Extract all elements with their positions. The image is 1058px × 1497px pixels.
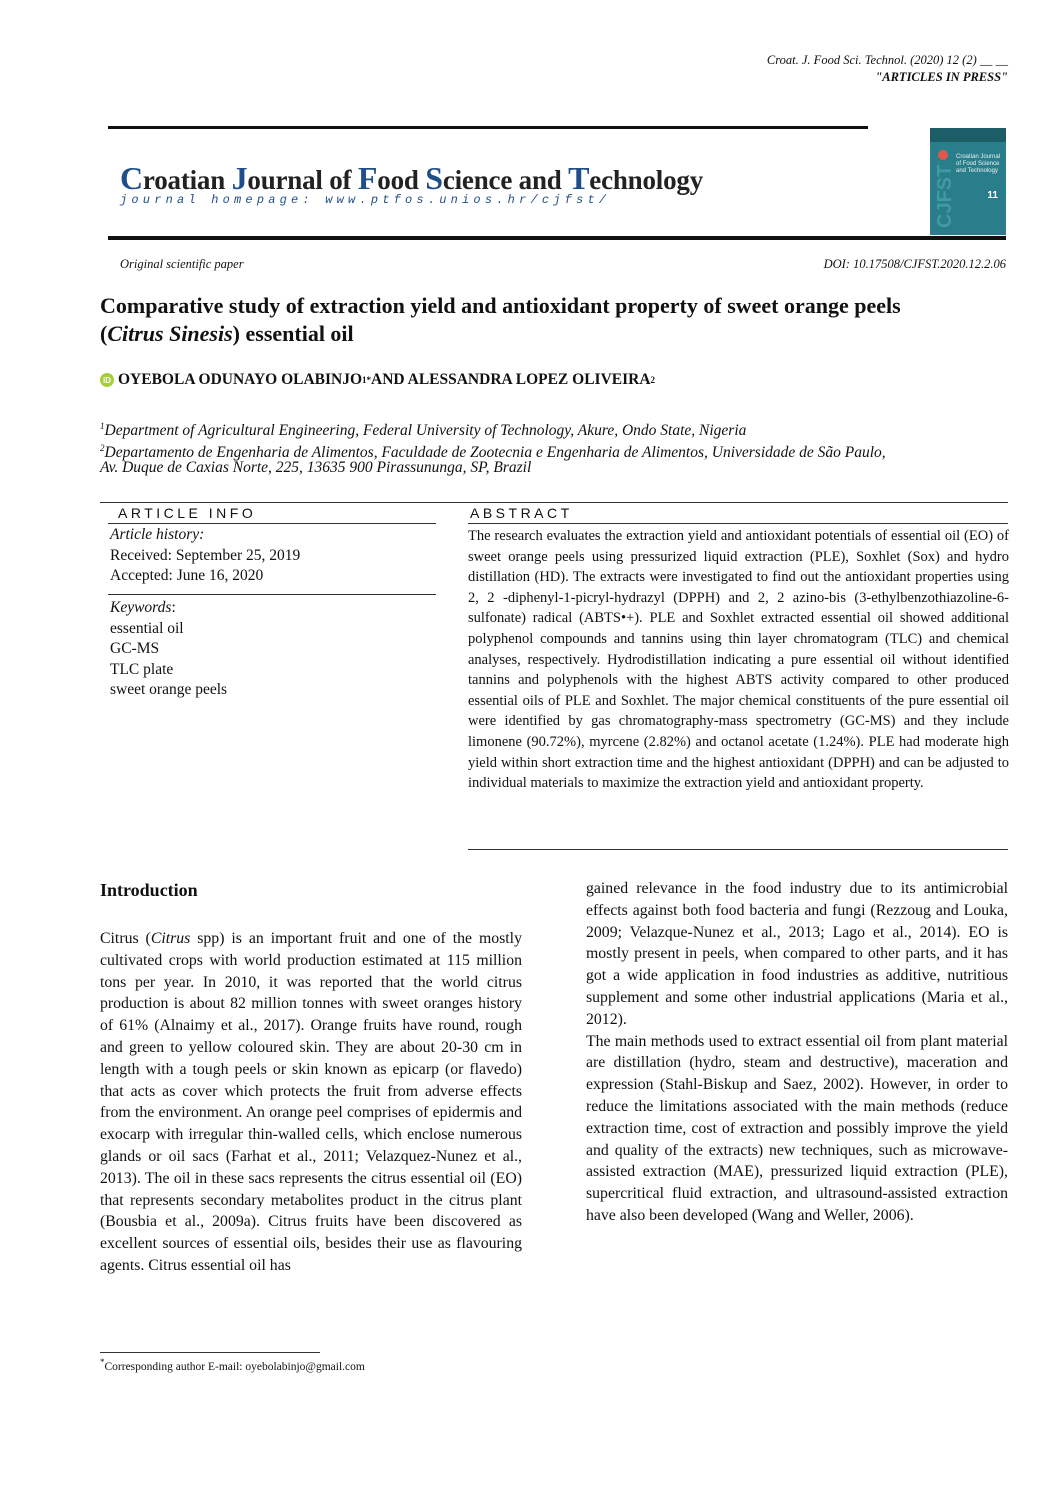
cover-text: Croatian Journal of Food Science and Technology — [956, 154, 1001, 174]
journal-cover-image — [930, 128, 1006, 235]
cover-number: 11 — [987, 190, 998, 201]
affiliation-3 — [100, 458, 531, 478]
paper-type: Original scientific paper — [120, 257, 244, 271]
journal-title-part: echnology — [589, 165, 703, 195]
keyword: TLC plate — [110, 660, 174, 678]
in-press-label: "ARTICLES IN PRESS" — [875, 70, 1008, 84]
abstract-heading: ABSTRACT — [470, 505, 573, 521]
keyword: GC-MS — [110, 640, 160, 657]
header-rule-top — [108, 126, 868, 129]
article-info-heading: ARTICLE INFO — [118, 505, 257, 521]
received-date: Received: September 25, 2019 — [110, 546, 301, 564]
journal-title-cap: F — [357, 160, 378, 196]
header-rule-bottom — [108, 236, 1006, 240]
title-rest: ) essential oil — [232, 321, 354, 346]
abstract-rule-top — [468, 523, 1008, 524]
journal-title-part: ood — [377, 165, 426, 195]
footnote-mark: * — [100, 1357, 105, 1367]
article-info-rule — [108, 523, 436, 524]
doi[interactable]: DOI: 10.17508/CJFST.2020.12.2.06 — [823, 257, 1006, 271]
article-history — [110, 525, 438, 587]
title-paren: ( — [100, 321, 108, 346]
cover-acronym: CJFST — [934, 164, 956, 228]
keywords-rule — [108, 594, 436, 595]
journal-reference — [767, 52, 1008, 86]
keywords-block — [110, 598, 438, 701]
journal-title-cap: C — [120, 160, 143, 196]
affiliation-sup: 1 — [100, 421, 105, 431]
abstract-text: The research evaluates the extraction yield and antioxidant potentials of essential oil (EO) of sweet orange peels using pressurized liquid extraction (PLE), Soxhlet (Sox) and hydro distillation (HD). The extracts were investigated to find out the antioxidant properties using 2, 2 -diphenyl-1-picryl-hydrazyl (DPPH) and 2, 2 azino-bis (3-ethylbenzothiazoline-6-sulfonate) radical (ABTS•+). PLE and Soxhlet extracted essential oil showed additional polyphenol compounds and tannins using thin layer chromatogram (TLC) and chemical analyses, respectively. Hydrodistillation indicating a pure essential oil without identified tannins and polyphenols with the highest ABTS activity compared to other produced essential oils of PLE and Soxhlet. The major chemical constituents of the pure essential oil were identified by gas chromatography-mass spectrometry (GC-MS) and they include limonene (90.72%), myrcene (2.82%) and octanol acetate (1.24%). PLE had moderate high yield within short extraction time and the highest antioxidant (DPPH) and can be adjusted to individual materials to maximize the extraction yield and antioxidant property. — [468, 528, 1009, 792]
introduction-column-2 — [586, 878, 1008, 1227]
author-2-sup: 2 — [650, 375, 656, 385]
keyword: sweet orange peels — [110, 681, 228, 698]
introduction-column-1 — [100, 928, 522, 1277]
intro-paragraph: The main methods used to extract essential oil from plant material are distillation (hydro, steam and destructive), maceration and expression (Stahl-Biskup and Saez, 2002). However, in order to reduce the limitations associated with the main methods (reduce extraction time, cost of extraction and possibly improve the yield and quality of the extracts) new techniques, such as microwave-assisted extraction (MAE), pressurized liquid extraction (PLE), supercritical fluid extraction, and ultrasound-assisted extraction have also been developed (Wang and Weller, 2006). — [586, 1032, 1008, 1224]
orcid-icon[interactable]: iD — [100, 373, 114, 387]
title-line: Comparative study of extraction yield and antioxidant property of sweet orange peels — [100, 293, 901, 318]
info-rule — [100, 502, 1008, 503]
cover-logo-dot — [938, 150, 948, 160]
journal-title-cap: T — [568, 160, 590, 196]
journal-title-cap: J — [231, 160, 248, 196]
affiliation-text: Departamento de Engenharia de Alimentos, Faculdade de Zootecnia e Engenharia de Alimentos, Universidade de São Paulo, — [104, 444, 886, 462]
keywords-colon: : — [171, 599, 176, 616]
corresponding-author-footnote — [100, 1357, 365, 1373]
introduction-heading: Introduction — [100, 880, 198, 900]
affiliation-text: Av. Duque de Caxias Norte, 225, 13635 900 Pirassununga, SP, Brazil — [100, 459, 532, 476]
cover-band — [930, 128, 1006, 142]
affiliation-text: Department of Agricultural Engineering, Federal University of Technology, Akure, Ondo State, Nigeria — [104, 422, 747, 440]
history-label: Article history: — [110, 526, 205, 543]
author-1: OYEBOLA ODUNAYO OLABINJO — [118, 371, 363, 388]
accepted-date: Accepted: June 16, 2020 — [110, 567, 264, 584]
intro-genus: Citrus — [150, 930, 191, 947]
journal-title-part: ournal of — [247, 165, 358, 195]
journal-homepage[interactable]: journal homepage: www.ptfos.unios.hr/cjfst/ — [120, 193, 611, 207]
abstract-rule-bottom — [468, 849, 1008, 850]
title-species: Citrus Sinesis — [107, 321, 233, 346]
footnote-rule — [100, 1352, 320, 1353]
paper-title — [100, 292, 1012, 348]
footnote-text: Corresponding author E-mail: oyebolabinjo@gmail.com — [104, 1360, 365, 1373]
journal-title-part: roatian — [142, 165, 232, 195]
keywords-label: Keywords — [110, 599, 172, 616]
affiliation-sup: 2 — [100, 443, 105, 453]
journal-title-cap: S — [425, 160, 443, 196]
intro-paragraph: gained relevance in the food industry due to its antimicrobial effects against both food bacteria and fungi (Rezzoug and Louka, 2009; Velazque-Nunez et al., 2013; Lago et al., 2014). EO is mostly present in peels, when compared to other parts, and it has got a wide application in food industries as additive, nutritious supplement and some other industrial applications (Maria et al., 2012). — [586, 880, 1008, 1028]
intro-text: Citrus ( — [100, 930, 151, 947]
intro-text: spp) is an important fruit and one of the mostly cultivated crops with world production estimated at 115 million tons per year. In 2010, it was reported that the world citrus production is about 82 million tonnes with sweet oranges history of 61% (Alnaimy et al., 2017). Orange fruits have round, rough and green to yellow coloured skin. They are about 20-30 cm in length with a tough peels or skin known as epicarp (or flavedo) that acts as cover which protects the fruit from adverse effects from the environment. An orange peel comprises of epidermis and exocarp with irregular thin-walled cells, which enclose numerous glands or oil sacs (Farhat et al., 2011; Velazquez-Nunez et al., 2013). The oil in these sacs represents the citrus essential oil (EO) that represents secondary metabolites product in the citrus plant (Bousbia et al., 2009a). Citrus fruits have been discovered as excellent sources of essential oils, besides their use as flavouring agents. Citrus essential oil has — [100, 930, 522, 1274]
keywords-heading — [110, 598, 438, 619]
journal-citation: Croat. J. Food Sci. Technol. (2020) 12 (2) __ __ — [766, 53, 1008, 67]
keyword: essential oil — [110, 619, 184, 637]
author-1-sup: 1* — [362, 375, 372, 385]
journal-title — [120, 160, 703, 197]
author-2: AND ALESSANDRA LOPEZ OLIVEIRA — [371, 371, 651, 388]
journal-title-part: cience and — [442, 165, 569, 195]
author-list — [100, 371, 655, 389]
intro-paragraph — [100, 928, 522, 1277]
